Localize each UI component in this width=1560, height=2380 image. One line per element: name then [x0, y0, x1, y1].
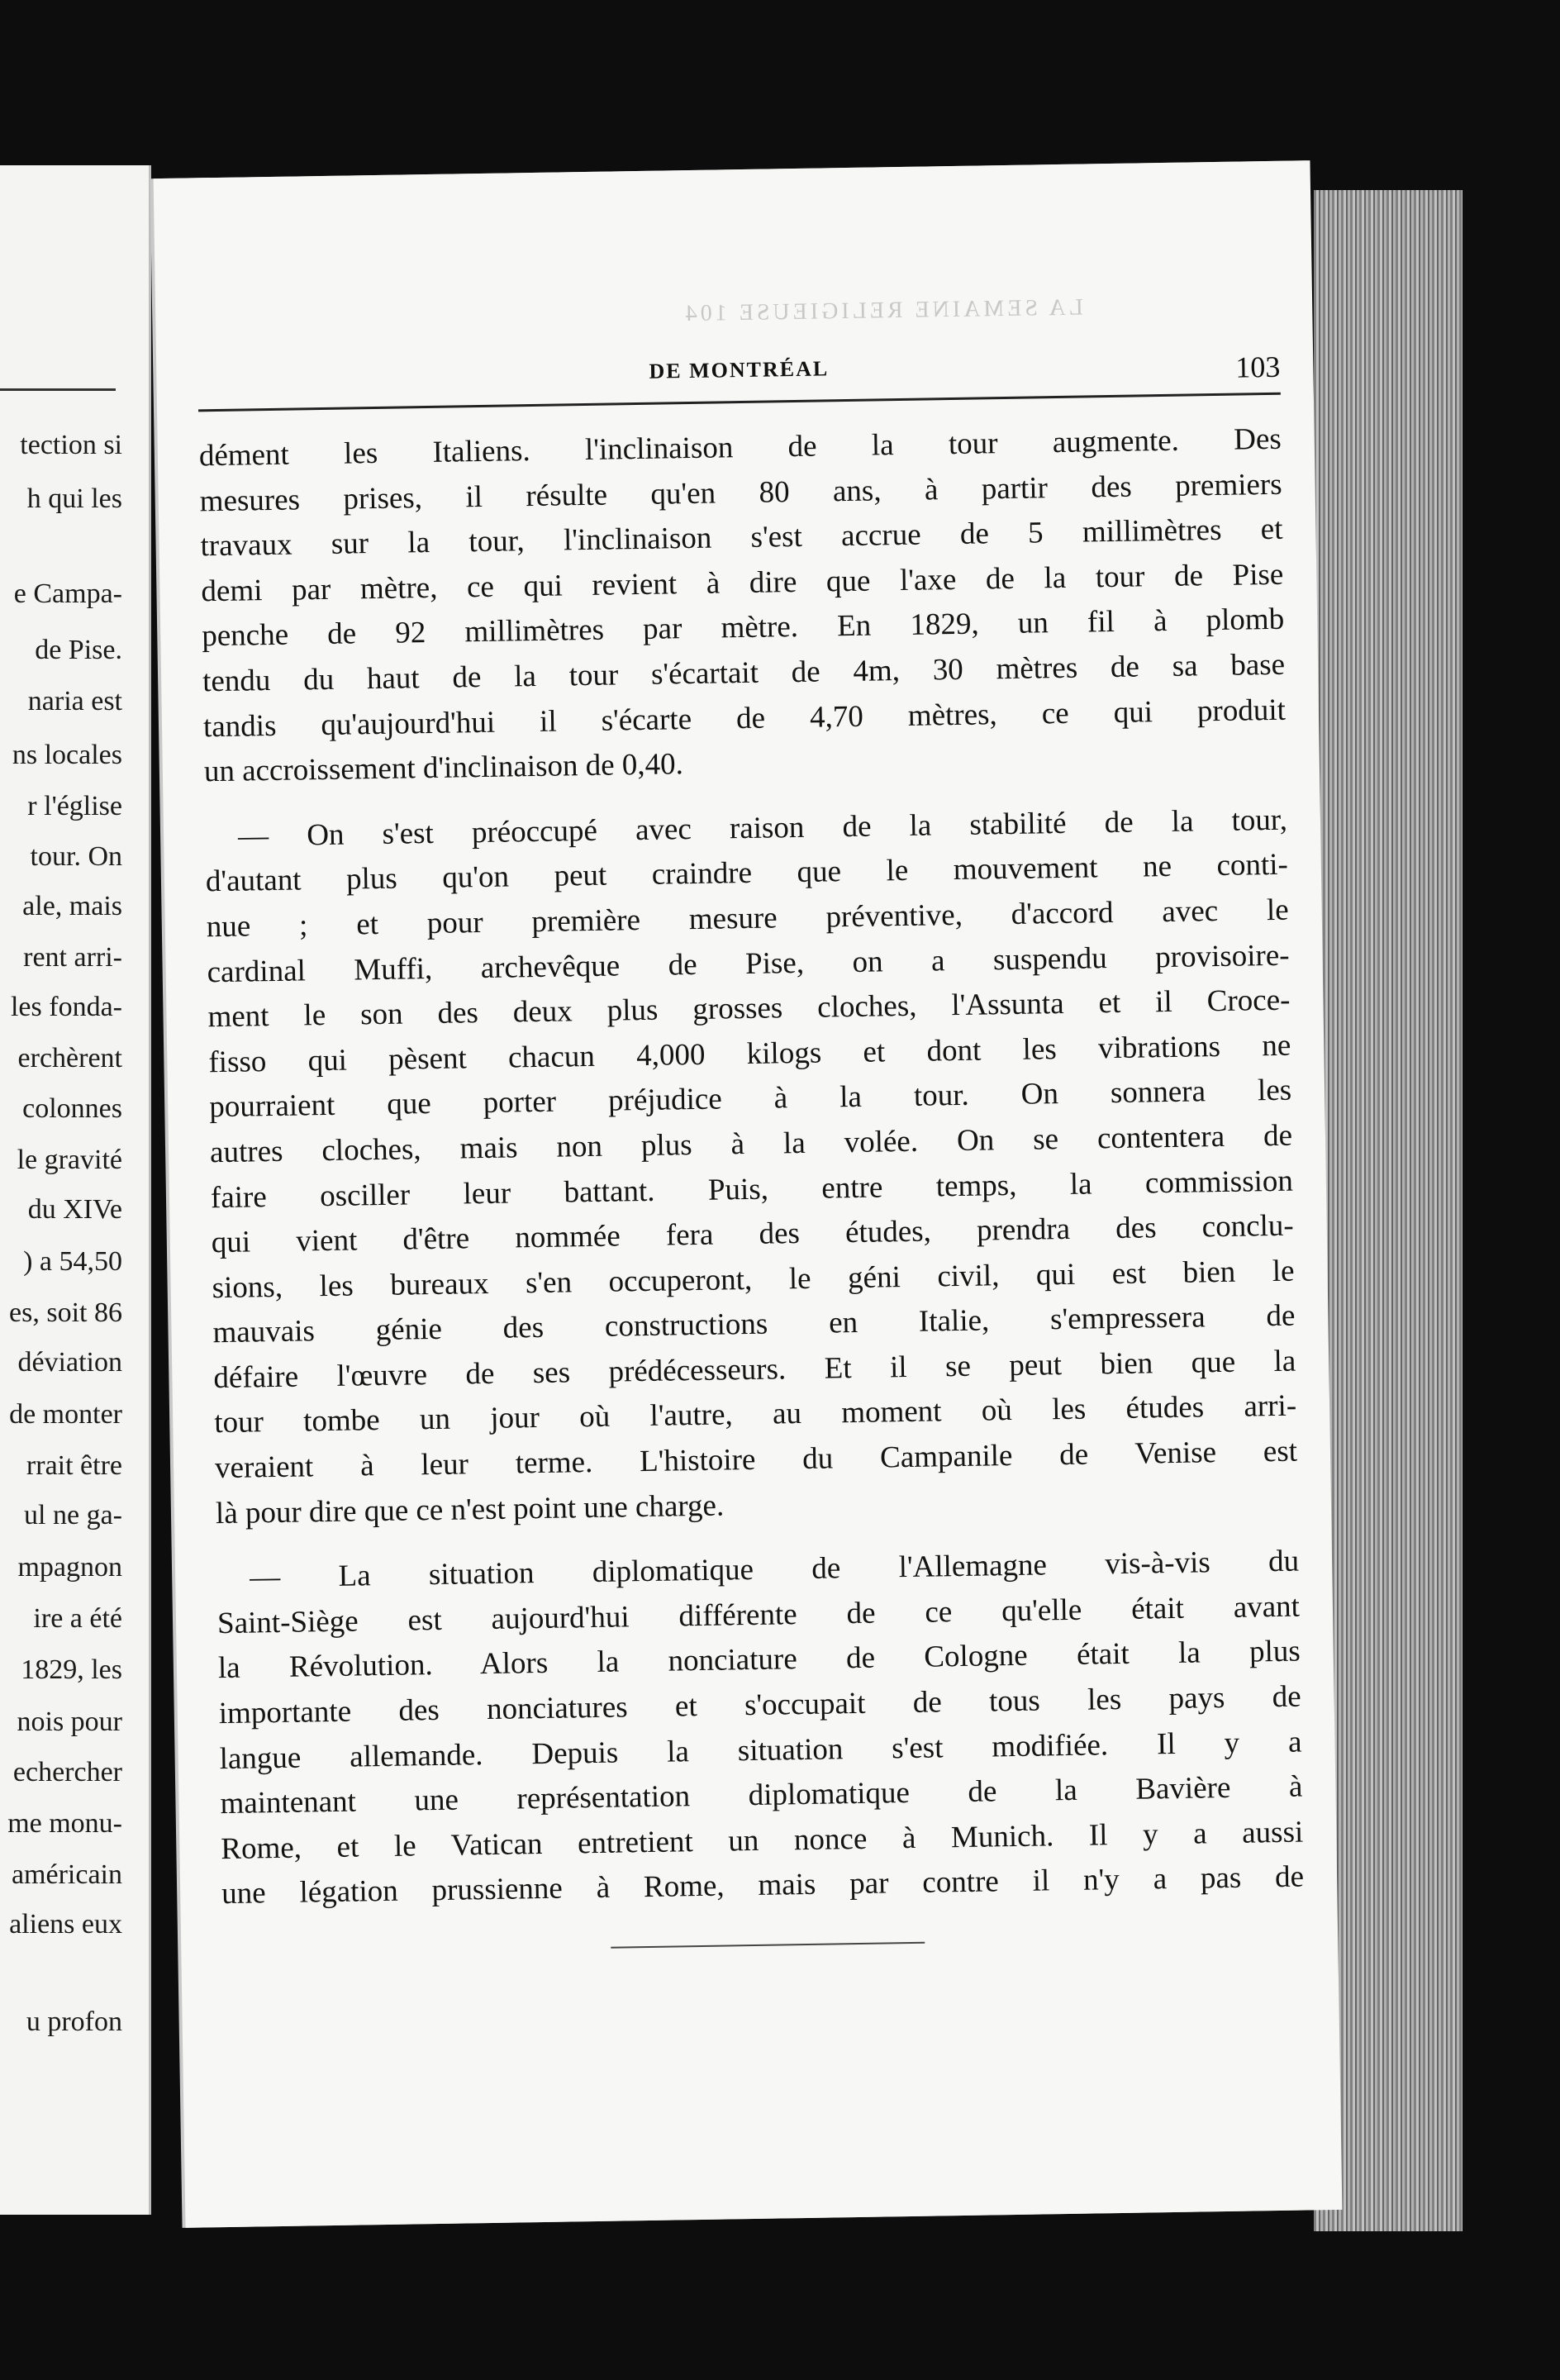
- facing-page-line: les fonda-: [10, 992, 122, 1022]
- text-line: demi par mètre, ce qui revient à dire que l'axe de la tour de Pise: [201, 557, 1284, 609]
- text-line: pourraient que porter préjudice à la tour. On sonnera les: [208, 1073, 1292, 1125]
- text-line: là pour dire que ce n'est point une charge.: [215, 1488, 725, 1530]
- facing-page-line: r l'église: [27, 791, 122, 821]
- text-line: tendu du haut de la tour s'écartait de 4m, 30 mètres de sa base: [202, 647, 1286, 699]
- bleed-through-header: LA SEMAINE RELIGIEUSE 104: [682, 294, 1083, 327]
- text-line: — On s'est préoccupé avec raison de la stabilité de la tour,: [237, 802, 1288, 854]
- running-title: DE MONTRÉAL: [649, 356, 830, 383]
- facing-page-line: aliens eux: [9, 1909, 122, 1940]
- facing-page-line: naria est: [27, 686, 122, 716]
- facing-page-line: 1829, les: [21, 1654, 122, 1685]
- text-line: veraient à leur terme. L'histoire du Campanile de Venise est: [214, 1434, 1298, 1486]
- text-line: fisso qui pèsent chacun 4,000 kilogs et dont les vibrations ne: [208, 1028, 1291, 1079]
- text-line: penche de 92 millimètres par mètre. En 1829, un fil à plomb: [201, 602, 1285, 654]
- facing-page-rule: [0, 388, 116, 391]
- text-line: Saint-Siège est aujourd'hui différente de ce qu'elle était avant: [216, 1589, 1301, 1640]
- book-page: [154, 160, 1343, 2228]
- facing-page-line: le gravité: [17, 1145, 122, 1175]
- text-line: tandis qu'aujourd'hui il s'écarte de 4,70 mètres, ce qui produit: [202, 693, 1287, 744]
- text-line: défaire l'œuvre de ses prédécesseurs. Et il se peut bien que la: [213, 1344, 1296, 1396]
- facing-page-line: du XIVe: [27, 1194, 122, 1225]
- text-line: langue allemande. Depuis la situation s'est modifiée. Il y a: [219, 1725, 1302, 1776]
- facing-page-line: déviation: [17, 1347, 122, 1378]
- body-text: [198, 417, 1304, 1917]
- facing-page-line: de Pise.: [35, 635, 122, 665]
- footer-rule: [611, 1942, 925, 1949]
- text-line: ment le son des deux plus grosses cloches, l'Assunta et il Croce-: [207, 983, 1291, 1035]
- facing-page-line: de monter: [9, 1399, 122, 1430]
- text-line: un accroissement d'inclinaison de 0,40.: [203, 747, 684, 789]
- facing-page-line: mpagnon: [17, 1552, 122, 1583]
- facing-page-line: e Campa-: [13, 578, 122, 609]
- facing-page-line: tection si: [20, 430, 122, 460]
- text-line: d'autant plus qu'on peut craindre que le mouvement ne conti-: [205, 848, 1289, 899]
- facing-page: [0, 165, 151, 2215]
- text-line: sions, les bureaux s'en occuperont, le géni civil, qui est bien le: [212, 1254, 1295, 1305]
- facing-page-line: américain: [11, 1859, 122, 1890]
- facing-page-line: echercher: [12, 1757, 122, 1787]
- facing-page-line: tour. On: [30, 841, 122, 872]
- facing-page-line: ale, mais: [22, 891, 122, 921]
- facing-page-line: ) a 54,50: [23, 1246, 122, 1277]
- facing-page-line: ns locales: [12, 740, 122, 770]
- facing-page-line: nois pour: [17, 1706, 122, 1737]
- facing-page-line: ire a été: [33, 1603, 122, 1634]
- facing-page-line: erchèrent: [17, 1043, 122, 1073]
- text-line: travaux sur la tour, l'inclinaison s'est accrue de 5 millimètres et: [200, 512, 1283, 564]
- text-line: mesures prises, il résulte qu'en 80 ans, à partir des premiers: [199, 467, 1282, 518]
- text-line: maintenant une représentation diplomatique de la Bavière à: [220, 1769, 1303, 1821]
- facing-page-line: rrait être: [26, 1450, 122, 1481]
- page-number: 103: [1235, 350, 1281, 384]
- text-line: importante des nonciatures et s'occupait de tous les pays de: [218, 1679, 1301, 1731]
- text-line: nue ; et pour première mesure préventive, d'accord avec le: [206, 892, 1290, 945]
- text-line: — La situation diplomatique de l'Allemagne vis-à-vis du: [249, 1544, 1300, 1595]
- text-line: qui vient d'être nommée fera des études, prendra des conclu-: [211, 1208, 1295, 1260]
- facing-page-line: u profon: [26, 2006, 122, 2037]
- facing-page-line: ul ne ga-: [24, 1500, 122, 1530]
- text-line: tour tombe un jour où l'autre, au moment où les études arri-: [213, 1389, 1297, 1440]
- text-line: Rome, et le Vatican entretient un nonce à Munich. Il y a aussi: [221, 1815, 1304, 1866]
- text-line: une légation prussienne à Rome, mais par contre il n'y a pas de: [221, 1859, 1305, 1911]
- facing-page-line: rent arri-: [23, 942, 122, 973]
- facing-page-line: h qui les: [26, 483, 122, 514]
- text-line: faire osciller leur battant. Puis, entre temps, la commission: [210, 1164, 1294, 1215]
- text-line: mauvais génie des constructions en Italie, s'empressera de: [212, 1298, 1296, 1350]
- text-line: la Révolution. Alors la nonciature de Cologne était la plus: [217, 1635, 1301, 1686]
- text-line: cardinal Muffi, archevêque de Pise, on a suspendu provisoire-: [207, 938, 1290, 989]
- text-line: dément les Italiens. l'inclinaison de la tour augmente. Des: [198, 421, 1282, 474]
- facing-page-line: es, soit 86: [9, 1297, 122, 1328]
- text-line: autres cloches, mais non plus à la volée. On se contentera de: [209, 1118, 1293, 1170]
- facing-page-line: me monu-: [7, 1808, 122, 1839]
- facing-page-line: colonnes: [22, 1093, 122, 1124]
